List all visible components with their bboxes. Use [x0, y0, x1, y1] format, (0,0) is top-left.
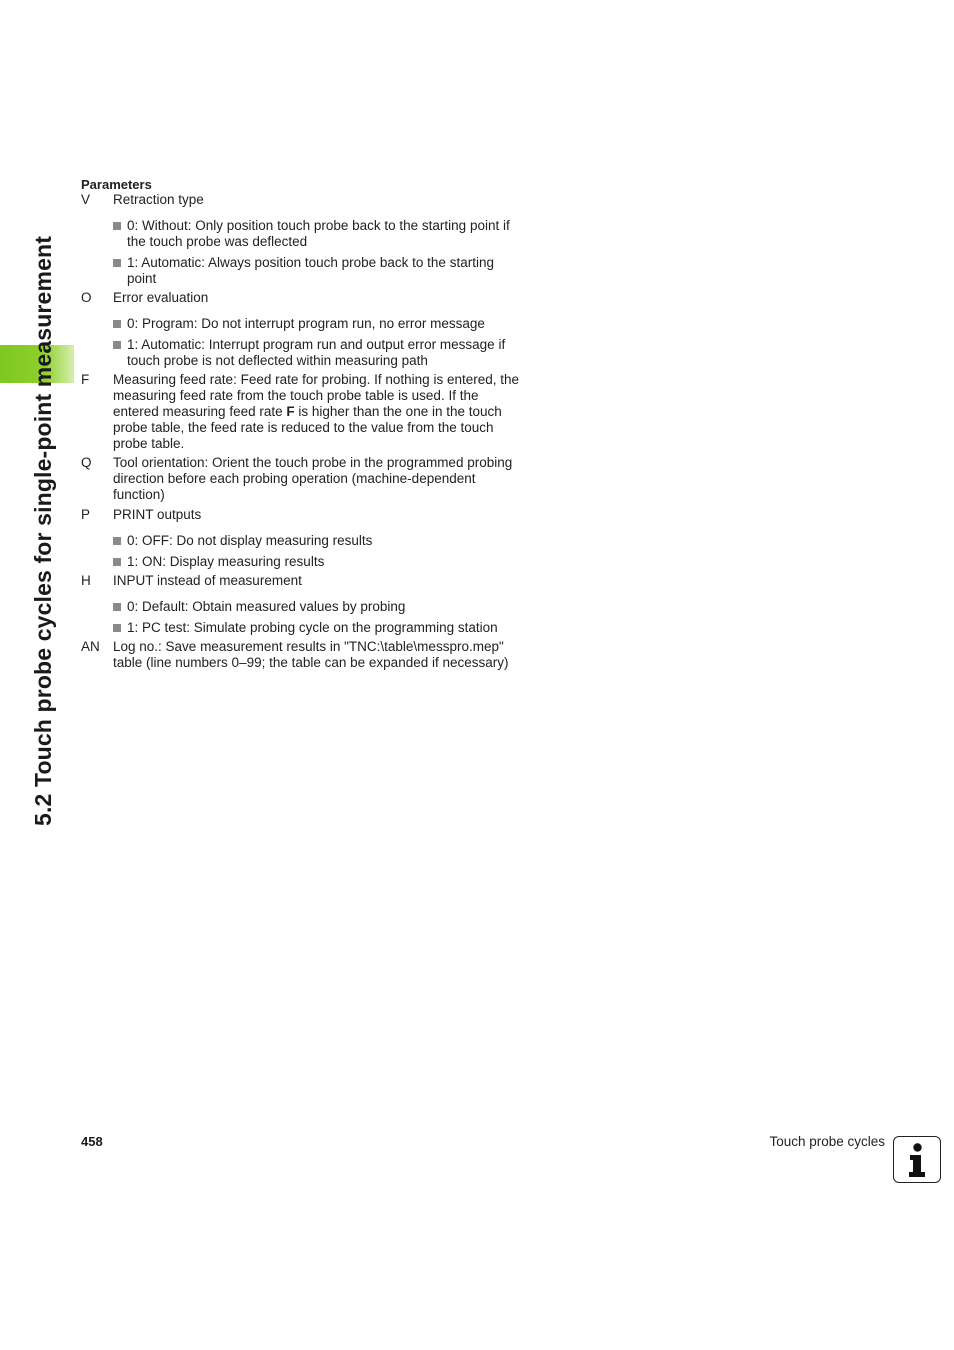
square-bullet-icon	[113, 558, 121, 566]
param-p	[81, 507, 526, 570]
page-number: 458	[81, 1134, 103, 1149]
square-bullet-icon	[113, 259, 121, 267]
footer-section-title: Touch probe cycles	[769, 1134, 885, 1149]
parameters-heading: Parameters	[81, 177, 152, 192]
param-an	[81, 639, 526, 671]
option-list	[113, 218, 526, 287]
param-key: H	[81, 573, 91, 588]
param-desc: Tool orientation: Orient the touch probe in the programmed probing direction before each probing operation (machine-dependent function)	[113, 455, 513, 502]
option-list	[113, 599, 526, 636]
list-item: 0: Default: Obtain measured values by probing	[113, 599, 526, 615]
chapter-title: 5.2 Touch probe cycles for single-point measurement	[30, 235, 56, 826]
list-item: 1: PC test: Simulate probing cycle on the programming station	[113, 620, 526, 636]
square-bullet-icon	[113, 341, 121, 349]
param-key: Q	[81, 455, 92, 470]
param-desc: INPUT instead of measurement	[113, 573, 302, 588]
option-list	[113, 316, 526, 369]
list-item: 1: Automatic: Interrupt program run and output error message if touch probe is not deflected within measuring path	[113, 337, 526, 369]
parameters-section	[81, 178, 526, 671]
list-item: 1: ON: Display measuring results	[113, 554, 526, 570]
square-bullet-icon	[113, 320, 121, 328]
feed-rate-symbol: F	[286, 404, 295, 419]
param-key: AN	[81, 639, 100, 654]
list-item: 0: Without: Only position touch probe back to the starting point if the touch probe was deflected	[113, 218, 526, 250]
param-desc: Error evaluation	[113, 290, 209, 305]
param-key: O	[81, 290, 92, 305]
param-q	[81, 455, 526, 503]
square-bullet-icon	[113, 537, 121, 545]
param-v	[81, 192, 526, 287]
option-list	[113, 533, 526, 570]
param-desc: Retraction type	[113, 192, 204, 207]
param-desc: PRINT outputs	[113, 507, 202, 522]
square-bullet-icon	[113, 222, 121, 230]
param-f	[81, 372, 526, 452]
square-bullet-icon	[113, 603, 121, 611]
list-item: 1: Automatic: Always position touch probe back to the starting point	[113, 255, 526, 287]
param-key: V	[81, 192, 91, 207]
square-bullet-icon	[113, 624, 121, 632]
param-o	[81, 290, 526, 369]
param-h	[81, 573, 526, 636]
param-key: P	[81, 507, 91, 522]
param-key: F	[81, 372, 90, 387]
info-icon	[893, 1136, 941, 1183]
info-glyph-icon	[894, 1137, 939, 1181]
list-item: 0: OFF: Do not display measuring results	[113, 533, 526, 549]
param-desc: Measuring feed rate: Feed rate for probing. If nothing is entered, the measuring feed rate from the touch probe table is used. If the entered measuring feed rate F is higher than the one in the touch probe table, the feed rate is reduced to the value from the touch probe table.	[113, 372, 519, 451]
param-desc: Log no.: Save measurement results in "TNC:\table\messpro.mep" table (line numbers 0–99; the table can be expanded if necessary)	[113, 639, 509, 670]
list-item: 0: Program: Do not interrupt program run, no error message	[113, 316, 526, 332]
